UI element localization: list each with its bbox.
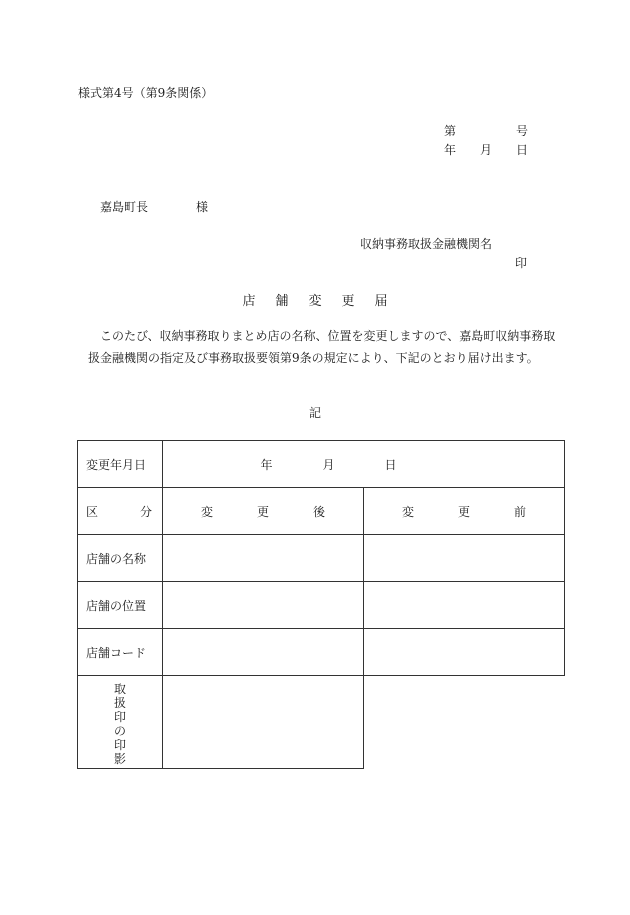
document-title: 店舗変更届: [242, 294, 408, 309]
before-c2: 更: [457, 504, 470, 519]
before-c1: 変: [401, 504, 414, 519]
addressee-name: 嘉島町長: [100, 200, 149, 214]
row-label-store-name: 店舗の名称: [78, 535, 163, 582]
seal-impression-row: [78, 676, 565, 769]
doc-no-prefix: 第: [444, 124, 457, 138]
document-number: [444, 122, 528, 139]
row-label-store-location: 店舗の位置: [78, 582, 163, 629]
header-row: [78, 488, 565, 535]
form-number: 様式第4号（第9条関係）: [78, 86, 214, 100]
seal-label: 印: [515, 256, 528, 270]
blank-area: [364, 676, 565, 769]
change-date-day: 日: [384, 457, 397, 472]
kubun-c2: 分: [139, 504, 152, 519]
document-date: [444, 141, 528, 158]
ki-heading: 記: [308, 406, 321, 420]
kubun-c1: 区: [86, 504, 99, 519]
after-c2: 更: [256, 504, 269, 519]
seal-impression-label: 取扱印の印影: [113, 682, 126, 766]
kubun-label: [78, 488, 163, 535]
date-year: 年: [444, 143, 457, 157]
date-month: 月: [479, 143, 492, 157]
change-date-month: 月: [322, 457, 335, 472]
change-date-row: [78, 441, 565, 488]
store-code-before-cell[interactable]: [364, 629, 565, 676]
row-label-store-code: 店舗コード: [78, 629, 163, 676]
bank-name-label: 収納事務取扱金融機関名: [360, 237, 493, 251]
table-row: [78, 582, 565, 629]
doc-no-suffix: 号: [515, 124, 528, 138]
store-name-after-cell[interactable]: [163, 535, 364, 582]
addressee: [100, 198, 208, 215]
store-location-before-cell[interactable]: [364, 582, 565, 629]
change-date-label: 変更年月日: [78, 441, 163, 488]
before-header: [364, 488, 565, 535]
after-c1: 変: [200, 504, 213, 519]
change-form-table: [77, 440, 565, 769]
after-header: [163, 488, 364, 535]
body-text: このたび、収納事務取りまとめ店の名称、位置を変更しますので、嘉島町収納事務取扱金融機関の指定及び事務取扱要領第9条の規定により、下記のとおり届け出ます。: [88, 329, 556, 365]
change-date-cell[interactable]: [163, 441, 565, 488]
seal-impression-cell[interactable]: [163, 676, 364, 769]
store-location-after-cell[interactable]: [163, 582, 364, 629]
store-name-before-cell[interactable]: [364, 535, 565, 582]
store-code-after-cell[interactable]: [163, 629, 364, 676]
table-row: [78, 535, 565, 582]
table-row: [78, 629, 565, 676]
change-date-year: 年: [260, 457, 273, 472]
seal-impression-label-cell: [78, 676, 163, 769]
after-c3: 後: [313, 504, 326, 519]
before-c3: 前: [514, 504, 527, 519]
date-day: 日: [515, 143, 528, 157]
addressee-honorific: 様: [196, 200, 209, 214]
